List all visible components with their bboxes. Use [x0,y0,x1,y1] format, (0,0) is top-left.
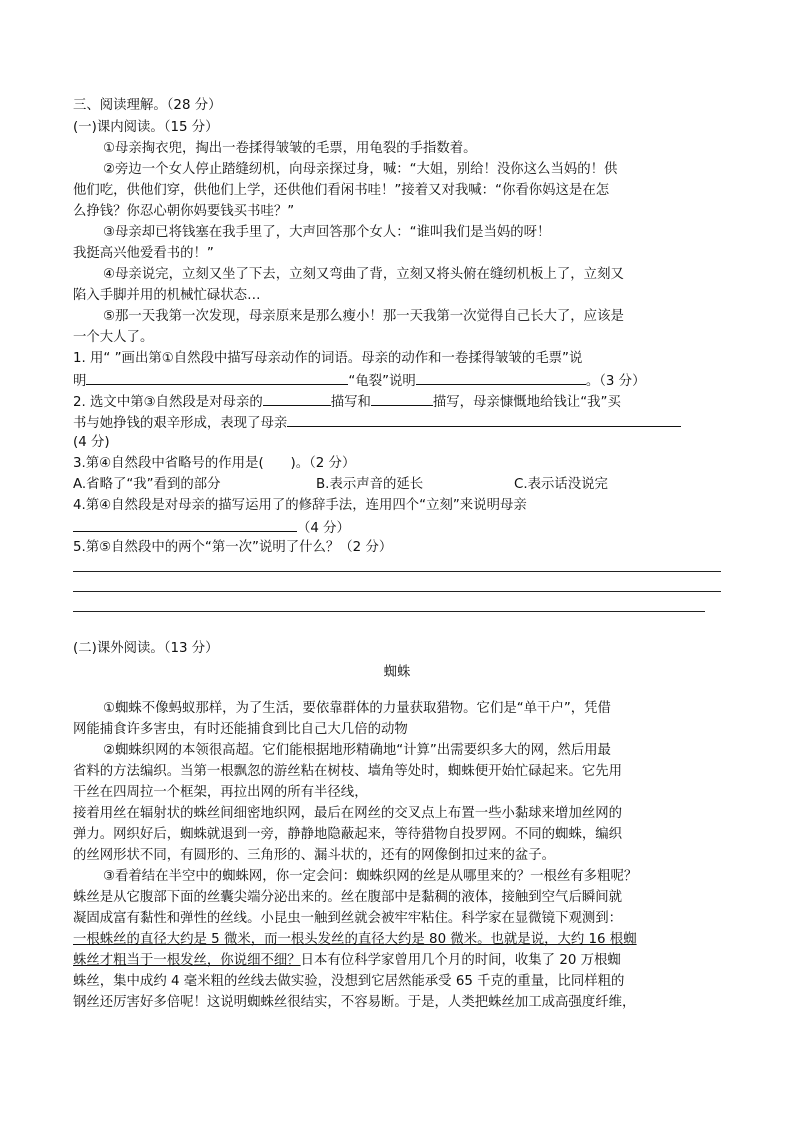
passage1-line: 他们吃，供他们穿，供他们上学，还供他们看闲书哇！”接着又对我喊：“你看你妈这是在怎 [73,183,610,198]
article-line: 网能捕食许多害虫，有时还能捕食到比自己大几倍的动物 [73,722,408,737]
question-1-answer-row [73,370,645,392]
article-line: 蛛丝是从它腹部下面的丝囊尖端分泌出来的。丝在腹部中是黏稠的液体，接触到空气后瞬间就 [73,890,623,905]
article-line-underlined: 一根蛛丝的直径大约是 5 微米，而一根头发丝的直径大约是 80 微米。也就是说，大约 16 根蜘 [73,932,637,947]
q2-text-1: 2. 选文中第③自然段是对母亲的 [73,395,263,410]
article-line: 的丝网形状不同，有圆形的、三角形的、漏斗状的，还有的网像倒扣过来的盆子。 [73,848,556,863]
article-line: 弹力。网织好后，蜘蛛就退到一旁，静静地隐蔽起来，等待猎物自投罗网。不同的蜘蛛，编织 [73,827,623,842]
article-line: 凝固成富有黏性和弹性的丝线。小昆虫一触到丝就会被牢牢粘住。科学家在显微镜下观测到： [73,911,623,926]
passage1-line: ⑤那一天我第一次发现，母亲原来是那么瘦小！那一天我第一次觉得自己长大了，应该是 [103,309,624,324]
q1-label-guilie: “龟裂”说明 [348,374,416,389]
q2-text-4: 书与她挣钱的艰辛形成，表现了母亲 [73,416,288,431]
article-line: 省料的方法编织。当第一根飘忽的游丝粘在树枝、墙角等处时，蜘蛛便开始忙碌起来。它先用 [73,764,623,779]
passage1-line: ④母亲说完，立刻又坐了下去，立刻又弯曲了背，立刻又将头俯在缝纫机板上了，立刻又 [103,267,624,282]
question-3: 3.第④自然段中省略号的作用是( )。（2 分） [73,456,356,471]
article-title: 蜘蛛 [383,665,411,680]
question-4: 4.第④自然段是对母亲的描写运用了的修辞手法，连用四个“立刻”来说明母亲 [73,498,527,513]
plain-span: 日本有位科学家曾用几个月的时间，收集了 20 万根蜘 [300,953,621,968]
passage1-line: 陷入手脚并用的机械忙碌状态… [73,288,261,303]
q1-label-ming: 明 [73,374,87,389]
q2-text-2: 描写和 [330,395,371,410]
passage1-line: ②旁边一个女人停止踏缝纫机，向母亲探过身，喊：“大姐，别给！没你这么当妈的！供 [103,162,618,177]
section-heading: 三、阅读理解。（28 分） [73,98,222,113]
article-line: 钢丝还厉害好多倍呢！这说明蜘蛛丝很结实，不容易断。于是，人类把蛛丝加工成高强度纤维， [73,995,636,1010]
question-4-cont [73,517,350,539]
question-2 [73,391,621,413]
passage1-line: ①母亲掏衣兜，掏出一卷揉得皱皱的毛票，用龟裂的手指数着。 [103,141,477,156]
q1-score: 。（3 分） [585,374,646,389]
passage1-line: 么挣钱？你忍心朝你妈要钱买书哇？” [73,204,295,219]
q2-score: (4 分) [73,435,110,450]
article-line: ②蜘蛛织网的本领很高超。它们能根据地形精确地“计算”出需要织多大的网，然后用最 [103,743,611,758]
question-2-cont [73,412,681,434]
question-1: 1. 用“ ”画出第①自然段中描写母亲动作的词语。母亲的动作和一卷揉得皱皱的毛票”说 [73,351,583,366]
q2-answer-blank-1[interactable] [263,391,331,406]
q3-option-b[interactable]: B.表示声音的延长 [316,477,424,492]
q2-answer-blank-3[interactable] [287,412,681,427]
q5-answer-line[interactable] [73,591,721,592]
passage1-line: 我挺高兴他爱看书的！” [73,246,214,261]
q5-answer-line[interactable] [73,571,721,572]
article-line: ①蜘蛛不像蚂蚁那样，为了生活，要依靠群体的力量获取猎物。它们是“单干户”，凭借 [103,701,611,716]
question-5: 5.第⑤自然段中的两个“第一次”说明了什么？（2 分） [73,540,393,555]
article-line: 接着用丝在辐射状的蛛丝间细密地织网，最后在网丝的交叉点上布置一些小黏球来增加丝网的 [73,806,623,821]
article-line: ③看着结在半空中的蜘蛛网，你一定会问：蜘蛛织网的丝是从哪里来的？一根丝有多粗呢？ [103,869,638,884]
passage1-line: 一个大人了。 [73,330,154,345]
q3-option-a[interactable]: A.省略了“我”看到的部分 [73,477,221,492]
article-line: 干丝在四周拉一个框架，再拉出网的所有半径线， [73,785,368,800]
q4-score: （4 分） [297,521,350,536]
article-line-partly-underlined [73,951,621,971]
q2-text-3: 描写，母亲慷慨地给钱让“我”买 [432,395,621,410]
q1-answer-blank-1[interactable] [86,370,348,385]
part1-heading: (一)课内阅读。（15 分） [73,120,219,135]
q5-answer-line[interactable] [73,611,705,612]
underlined-span: 蛛丝才粗当于一根发丝，你说细不细？ [73,953,301,968]
part2-heading: (二)课外阅读。（13 分） [73,641,219,656]
q1-answer-blank-2[interactable] [416,370,586,385]
q4-answer-blank[interactable] [73,517,297,532]
q2-answer-blank-2[interactable] [371,391,433,406]
article-line: 蛛丝，集中成约 4 毫米粗的丝线去做实验，没想到它居然能承受 65 千克的重量，比同样粗的 [73,974,625,989]
passage1-line: ③母亲却已将钱塞在我手里了，大声回答那个女人：“谁叫我们是当妈的呀！ [103,225,551,240]
q3-option-c[interactable]: C.表示话没说完 [514,477,608,492]
